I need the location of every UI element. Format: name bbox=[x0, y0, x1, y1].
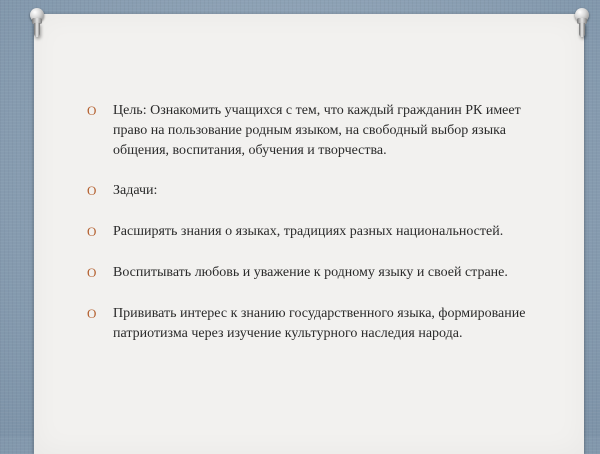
list-item bbox=[86, 263, 546, 283]
bullet-icon: O bbox=[87, 265, 97, 280]
bullet-icon: O bbox=[87, 183, 97, 198]
list-item-text: Задачи: bbox=[113, 183, 158, 198]
list-item-text: Расширять знания о языках, традициях разных национальностей. bbox=[113, 224, 504, 239]
list-item-goal bbox=[86, 101, 546, 161]
list-item-text: Цель: Ознакомить учащихся с тем, что каждый гражданин РК имеет право на пользование родным языком, на свободный выбор языка общения, воспитания, обучения и творчества. bbox=[113, 103, 521, 158]
bullet-icon: O bbox=[87, 103, 97, 118]
pushpin-icon bbox=[28, 8, 46, 38]
list-item bbox=[86, 222, 546, 242]
list-item-tasks bbox=[86, 181, 546, 201]
bullet-icon: O bbox=[87, 306, 97, 321]
list-item bbox=[86, 304, 546, 344]
pushpin-icon bbox=[573, 8, 591, 38]
bullet-icon: O bbox=[87, 224, 97, 239]
slide-content bbox=[86, 101, 546, 344]
list-item-text: Воспитывать любовь и уважение к родному языку и своей стране. bbox=[113, 265, 508, 280]
list-item-text: Прививать интерес к знанию государственного языка, формирование патриотизма через изучение культурного наследия народа. bbox=[113, 306, 526, 341]
